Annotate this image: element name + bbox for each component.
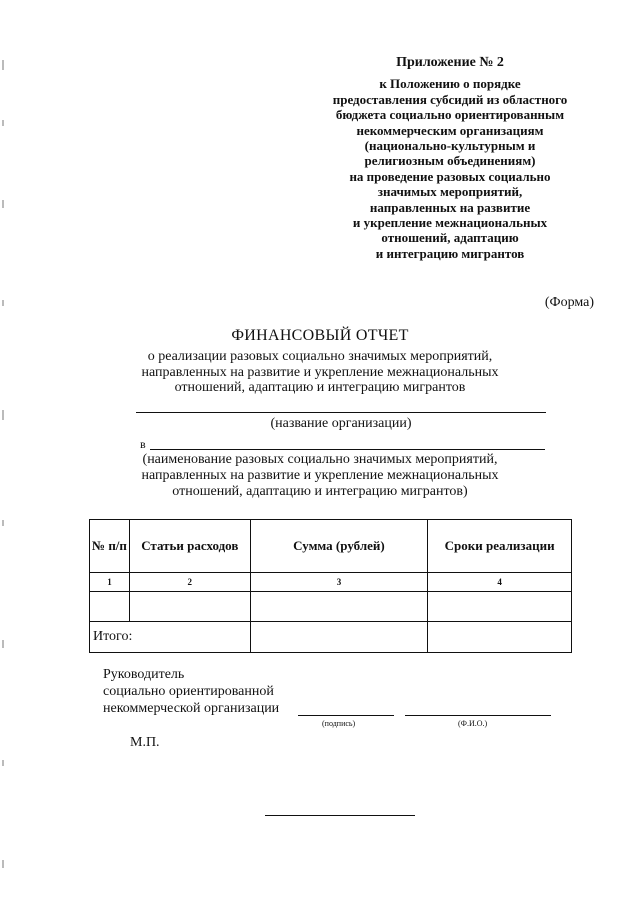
subtitle-line: о реализации разовых социально значимых мероприятий, — [147, 349, 493, 364]
table-column-number-row — [90, 573, 572, 592]
table-cell[interactable] — [250, 592, 428, 622]
subtitle-line: отношений, адаптацию и интеграцию мигрантов — [174, 380, 466, 395]
stamp-label: М.П. — [130, 735, 160, 750]
event-caption-line: отношений, адаптацию и интеграцию мигрантов) — [172, 484, 468, 499]
col-header-amount: Сумма (рублей) — [250, 520, 428, 573]
name-field-line — [405, 715, 551, 716]
annex-line: отношений, адаптацию — [381, 230, 519, 246]
table-cell[interactable] — [428, 592, 572, 622]
expense-table — [89, 519, 572, 653]
signature-block — [103, 666, 279, 717]
annex-line: религиозным объединениям) — [364, 153, 536, 169]
event-caption-line: (наименование разовых социально значимых мероприятий, — [142, 452, 498, 467]
annex-number: Приложение № 2 — [396, 55, 504, 70]
footer-line — [265, 815, 415, 816]
annex-line: на проведение разовых социально — [349, 168, 551, 184]
total-label: Итого: — [90, 622, 251, 653]
annex-line: бюджета социально ориентированным — [335, 107, 565, 123]
column-number: 1 — [90, 573, 130, 592]
scan-edge — [2, 0, 4, 905]
total-period-cell[interactable] — [428, 622, 572, 653]
document-subtitle — [120, 349, 520, 396]
annex-line: и укрепление межнациональных — [352, 215, 548, 231]
annex-line: и интеграцию мигрантов — [375, 245, 525, 261]
col-header-period: Сроки реализации — [428, 520, 572, 573]
signature-line: социально ориентированной — [103, 684, 274, 699]
org-name-line — [136, 412, 546, 413]
table-header-row — [90, 520, 572, 573]
document-title: ФИНАНСОВЫЙ ОТЧЕТ — [231, 327, 409, 344]
table-cell[interactable] — [90, 592, 130, 622]
table-total-row — [90, 622, 572, 653]
column-number: 4 — [428, 573, 572, 592]
subtitle-line: направленных на развитие и укрепление межнациональных — [141, 364, 499, 380]
sign-caption: (подпись) — [322, 719, 356, 728]
org-caption: (название организации) — [270, 416, 412, 431]
event-caption — [120, 452, 520, 500]
col-header-number: № п/п — [90, 520, 130, 573]
signature-line: Руководитель — [103, 667, 185, 682]
annex-line: направленных на развитие — [369, 199, 531, 215]
event-caption-line: направленных на развитие и укрепление межнациональных — [141, 468, 499, 483]
signature-field-line — [298, 715, 394, 716]
annex-header — [300, 55, 600, 261]
annex-line: значимых мероприятий, — [377, 184, 523, 200]
in-label: в — [140, 437, 146, 451]
annex-line: предоставления субсидий из областного — [332, 91, 568, 107]
name-caption: (Ф.И.О.) — [458, 719, 488, 728]
form-label: (Форма) — [544, 295, 594, 310]
annex-line: некоммерческим организациям — [356, 122, 544, 138]
event-name-line — [150, 449, 545, 450]
column-number: 2 — [129, 573, 250, 592]
table-cell[interactable] — [129, 592, 250, 622]
annex-line: к Положению о порядке — [379, 76, 521, 92]
total-amount-cell[interactable] — [250, 622, 428, 653]
signature-line: некоммерческой организации — [103, 701, 280, 716]
col-header-expense: Статьи расходов — [129, 520, 250, 573]
table-row — [90, 592, 572, 622]
column-number: 3 — [250, 573, 428, 592]
annex-line: (национально-культурным и — [364, 138, 536, 154]
